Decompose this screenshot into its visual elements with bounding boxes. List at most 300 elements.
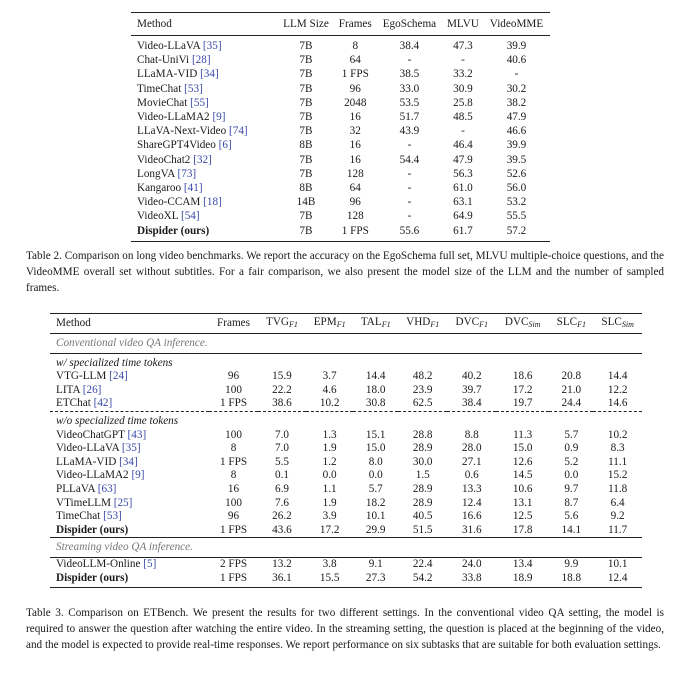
cell: 3.7 <box>322 370 337 383</box>
cell: 24.0 <box>461 557 482 570</box>
cell: 40.6 <box>506 54 527 67</box>
table-row <box>131 110 550 124</box>
cell: - <box>407 182 412 195</box>
cell: 8 <box>230 442 237 455</box>
cell: 39.7 <box>461 383 482 396</box>
cell: 5.6 <box>564 510 579 523</box>
cell: 54.2 <box>412 571 433 584</box>
cell: 39.9 <box>506 40 527 52</box>
col-header: Frames <box>338 17 372 30</box>
citation-link[interactable]: [54] <box>180 210 200 223</box>
citation-link[interactable]: [43] <box>127 428 147 441</box>
col-header: Method <box>137 17 172 30</box>
cell: 22.2 <box>272 383 292 396</box>
cell: 1 FPS <box>341 68 369 81</box>
cell: 24.4 <box>549 397 593 411</box>
citation-link[interactable]: [24] <box>109 370 128 383</box>
cell: 0.0 <box>368 469 383 482</box>
method-cell <box>131 209 277 223</box>
cell: 28.8 <box>412 428 433 441</box>
citation-link[interactable]: [32] <box>193 153 212 166</box>
cell: 5.7 <box>564 428 579 441</box>
cell: 15.1 <box>365 428 386 441</box>
method-cell <box>50 384 209 398</box>
cell: 38.4 <box>399 40 420 52</box>
cell: 18.2 <box>365 496 386 509</box>
cell: 1 FPS <box>209 397 258 411</box>
cell: 9.7 <box>564 482 579 495</box>
table-3-caption: Table 3. Comparison on ETBench. We present the results for two different settings. In the conventional video QA setting, the model is required to answer the question after watching the entire video. In the streaming setting, the question is placed at the beginning of the video, and the model is expected to provide real-time responses. We report performance on six subtasks that are suitable for both evaluation settings. <box>26 607 664 651</box>
cell: 63.1 <box>453 196 473 209</box>
method-name: Dispider (ours) <box>56 523 129 536</box>
table-row <box>131 82 550 96</box>
table-3-body <box>50 334 642 588</box>
cell: 128 <box>346 210 364 223</box>
table-row <box>131 167 550 181</box>
cell: 96 <box>227 510 240 523</box>
citation-link[interactable]: [5] <box>143 557 157 570</box>
citation-link[interactable]: [25] <box>113 496 133 509</box>
cell: 51.5 <box>398 524 448 538</box>
method-name: VTimeLLM <box>56 496 111 509</box>
citation-link[interactable]: [74] <box>229 125 248 138</box>
cell: 7B <box>299 40 313 52</box>
method-cell <box>50 483 209 497</box>
table-row <box>131 181 550 195</box>
cell: 64 <box>349 182 361 195</box>
method-cell <box>50 442 209 456</box>
cell: 13.2 <box>272 557 292 570</box>
col-header: $VHD_{F1}$ <box>406 315 440 329</box>
cell: 33.8 <box>461 571 482 584</box>
table-row <box>50 442 642 456</box>
cell: 1.3 <box>322 428 337 441</box>
cell: 56.0 <box>506 182 527 195</box>
cell: 0.0 <box>322 469 337 482</box>
cell: 17.2 <box>512 383 533 396</box>
citation-link[interactable]: [34] <box>119 455 138 468</box>
table-row <box>131 224 550 242</box>
cell: 23.9 <box>412 383 433 396</box>
col-header: $SLC_{F1}$ <box>556 315 587 329</box>
cell: 7.6 <box>274 496 289 509</box>
cell: 17.2 <box>306 524 354 538</box>
cell: 55.5 <box>506 210 527 223</box>
col-header: LLM Size <box>283 17 329 30</box>
section-heading-label: Streaming video QA inference. <box>50 538 642 558</box>
cell: 0.6 <box>464 469 479 482</box>
group-heading-label: w/o specialized time tokens <box>56 414 179 427</box>
method-name: Video-LLaVA <box>56 442 120 455</box>
table-row <box>131 124 550 138</box>
cell: 8B <box>299 182 313 195</box>
method-cell <box>131 53 277 67</box>
cell: 30.8 <box>353 397 397 411</box>
cell: 48.5 <box>453 111 473 124</box>
method-name: LLaMA-VID <box>56 455 117 468</box>
cell: 17.8 <box>496 524 549 538</box>
cell: 15.5 <box>319 571 340 584</box>
cell: 43.6 <box>258 524 306 538</box>
table-row <box>50 429 642 443</box>
citation-link[interactable]: [34] <box>200 68 219 81</box>
citation-link[interactable]: [41] <box>183 182 203 195</box>
table-3 <box>50 313 642 588</box>
cell: 52.6 <box>506 167 527 180</box>
table-row <box>131 96 550 110</box>
method-name: Video-LLaVA <box>137 40 201 52</box>
method-cell <box>131 124 277 138</box>
method-name: VideoXL <box>137 210 179 223</box>
cell: 1 FPS <box>209 524 258 538</box>
method-cell <box>50 572 209 588</box>
table-3-header <box>50 314 642 334</box>
citation-link[interactable]: [35] <box>202 40 222 52</box>
cell: 1.5 <box>415 469 430 482</box>
table-row <box>131 195 550 209</box>
cell: 10.2 <box>607 428 628 441</box>
cell: 27.1 <box>461 455 482 468</box>
citation-link[interactable]: [42] <box>93 397 113 410</box>
cell: 29.9 <box>353 524 397 538</box>
method-cell <box>131 36 277 54</box>
cell: 6.4 <box>610 496 625 509</box>
citation-link[interactable]: [53] <box>103 510 122 523</box>
method-name: TimeChat <box>137 82 182 95</box>
cell: 13.1 <box>512 496 533 509</box>
method-name: Video-LLaMA2 <box>137 111 210 124</box>
table-row <box>50 397 642 411</box>
table-2-caption: Table 2. Comparison on long video benchmarks. We report the accuracy on the EgoSchema full set, MLVU multiple-choice questions, and the VideoMME overall set without subtitles. For a fair comparison, we also present the model size of the LLM and the number of sampled frames. <box>26 250 664 294</box>
cell: 26.2 <box>272 510 292 523</box>
col-header: EgoSchema <box>382 17 437 30</box>
cell: 21.0 <box>561 383 582 396</box>
cell: - <box>407 54 412 67</box>
method-name: PLLaVA <box>56 482 95 495</box>
method-name: LongVA <box>137 167 175 180</box>
cell: 8 <box>230 469 237 482</box>
cell: 0.0 <box>564 469 579 482</box>
cell: 39.9 <box>506 139 527 152</box>
cell: 7B <box>299 210 313 223</box>
cell: 15.9 <box>272 370 292 383</box>
table-row <box>50 497 642 511</box>
method-cell <box>131 153 277 167</box>
cell: 15.2 <box>607 469 628 482</box>
section-heading-label: Conventional video QA inference. <box>50 334 642 354</box>
cell: 15.0 <box>512 442 533 455</box>
cell: 3.8 <box>322 557 337 570</box>
cell: 8 <box>352 40 359 52</box>
cell: 16 <box>227 482 240 495</box>
col-header: $TAL_{F1}$ <box>360 315 391 329</box>
method-cell <box>131 110 277 124</box>
cell: 32 <box>349 125 361 138</box>
col-header: $TVG_{F1}$ <box>266 315 298 329</box>
cell: 64 <box>349 54 361 67</box>
cell: 16 <box>349 153 361 166</box>
cell: 19.7 <box>496 397 549 411</box>
cell: 12.5 <box>512 510 533 523</box>
cell: 7B <box>299 153 313 166</box>
cell: 28.9 <box>412 482 433 495</box>
citation-link[interactable]: [53] <box>184 82 203 95</box>
method-name: LLaMA-VID <box>137 68 198 81</box>
cell: - <box>461 125 465 138</box>
cell: 7.0 <box>274 442 289 455</box>
citation-link[interactable]: [26] <box>82 383 102 396</box>
table-row <box>50 370 642 384</box>
cell: 20.8 <box>561 370 582 383</box>
table-row <box>131 53 550 67</box>
cell: 31.6 <box>447 524 496 538</box>
citation-link[interactable]: [9] <box>131 469 145 482</box>
cell: 38.6 <box>258 397 306 411</box>
method-cell <box>131 167 277 181</box>
cell: 1 FPS <box>219 455 248 468</box>
cell: 0.1 <box>274 469 289 482</box>
section-heading <box>50 334 642 354</box>
cell: - <box>407 196 412 209</box>
cell: 55.6 <box>399 224 420 237</box>
cell: 27.3 <box>365 571 386 584</box>
cell: 48.2 <box>412 370 433 383</box>
cell: 14.1 <box>549 524 593 538</box>
method-cell <box>131 138 277 152</box>
col-header: $DVC_{F1}$ <box>455 315 489 329</box>
table-row <box>131 138 550 152</box>
cell: 2 FPS <box>219 557 248 570</box>
cell: 7.0 <box>274 428 289 441</box>
cell: 18.6 <box>512 370 533 383</box>
cell: 8.3 <box>610 442 625 455</box>
cell: 47.9 <box>506 111 527 124</box>
cell: 6.9 <box>274 482 289 495</box>
cell: 8.0 <box>368 455 383 468</box>
method-cell <box>50 456 209 470</box>
method-name: VideoChat2 <box>137 153 191 166</box>
cell: 9.2 <box>610 510 625 523</box>
citation-link[interactable]: [35] <box>121 442 141 455</box>
method-cell <box>131 67 277 81</box>
cell: 4.6 <box>322 383 337 396</box>
method-name: LITA <box>56 383 80 396</box>
cell: 12.4 <box>607 571 628 584</box>
cell: 2048 <box>344 96 367 109</box>
citation-link[interactable]: [9] <box>212 111 226 124</box>
cell: 9.1 <box>368 557 383 570</box>
citation-link[interactable]: [6] <box>218 139 232 152</box>
col-header: $SLC_{Sim}$ <box>601 315 634 329</box>
method-name: VideoChatGPT <box>56 428 125 441</box>
cell: 38.2 <box>506 96 527 109</box>
cell: 7B <box>299 111 313 124</box>
cell: 7B <box>299 224 313 237</box>
cell: 12.2 <box>607 383 628 396</box>
cell: 1.9 <box>322 496 337 509</box>
cell: 18.0 <box>365 383 386 396</box>
method-name: LLaVA-Next-Video <box>137 125 227 138</box>
method-name: ETChat <box>56 397 91 410</box>
cell: 14.4 <box>365 370 386 383</box>
cell: 100 <box>225 496 242 509</box>
cell: 53.2 <box>506 196 527 209</box>
cell: 54.4 <box>399 153 420 166</box>
cell: 0.9 <box>564 442 579 455</box>
method-name: Dispider (ours) <box>56 571 129 584</box>
cell: 43.9 <box>399 125 420 138</box>
method-name: Kangaroo <box>137 182 182 195</box>
cell: 51.7 <box>399 111 420 124</box>
table-row <box>50 572 642 588</box>
table-2-header <box>131 13 550 36</box>
method-name: Chat-UniVi <box>137 54 190 67</box>
group-heading <box>50 353 642 370</box>
group-heading-label: w/ specialized time tokens <box>56 356 173 369</box>
cell: 5.2 <box>564 455 579 468</box>
cell: 39.5 <box>506 153 527 166</box>
cell: 1.9 <box>322 442 337 455</box>
col-header: Frames <box>217 316 250 329</box>
cell: 1.2 <box>322 455 337 468</box>
col-header: MLVU <box>446 17 479 30</box>
cell: 61.0 <box>453 182 473 195</box>
cell: 14.5 <box>512 469 533 482</box>
cell: 7B <box>299 125 313 138</box>
citation-link[interactable]: [18] <box>203 196 222 209</box>
cell: 1 FPS <box>219 571 248 584</box>
cell: 7B <box>299 82 313 95</box>
cell: 30.0 <box>412 455 433 468</box>
cell: 13.3 <box>461 482 482 495</box>
method-cell <box>131 96 277 110</box>
cell: 100 <box>225 428 242 441</box>
cell: 16 <box>349 111 361 124</box>
cell: 61.7 <box>453 224 473 237</box>
table-row <box>50 557 642 571</box>
cell: 28.0 <box>461 442 482 455</box>
method-name: MovieChat <box>137 96 188 109</box>
cell: 1 FPS <box>341 224 369 237</box>
group-heading <box>50 411 642 428</box>
table-row <box>131 209 550 223</box>
cell: 96 <box>349 82 361 95</box>
method-cell <box>50 557 209 571</box>
cell: 38.4 <box>447 397 496 411</box>
cell: 47.9 <box>453 153 473 166</box>
cell: 40.2 <box>461 370 482 383</box>
cell: 30.9 <box>453 82 473 95</box>
citation-link[interactable]: [73] <box>177 167 197 180</box>
table-row <box>50 456 642 470</box>
cell: 10.2 <box>306 397 354 411</box>
cell: - <box>407 139 412 152</box>
cell: 11.1 <box>608 455 628 468</box>
table-row <box>50 469 642 483</box>
cell: 22.4 <box>412 557 433 570</box>
cell: 8.8 <box>464 428 479 441</box>
cell: 46.4 <box>453 139 473 152</box>
col-header: VideoMME <box>489 17 544 30</box>
cell: 14.6 <box>593 397 642 411</box>
citation-link[interactable]: [55] <box>190 96 209 109</box>
cell: 100 <box>225 383 242 396</box>
cell: 64.9 <box>453 210 473 223</box>
cell: 40.5 <box>412 510 433 523</box>
table-2-body <box>131 36 550 242</box>
cell: 11.3 <box>513 428 533 441</box>
cell: 96 <box>227 370 240 383</box>
cell: 47.3 <box>453 40 473 52</box>
cell: - <box>461 54 465 67</box>
method-name: TimeChat <box>56 510 101 523</box>
cell: 12.6 <box>512 455 533 468</box>
cell: 96 <box>349 196 361 209</box>
cell: 3.9 <box>322 510 337 523</box>
cell: 11.7 <box>593 524 642 538</box>
cell: 13.4 <box>512 557 533 570</box>
method-name: VideoLLM-Online <box>56 557 141 570</box>
cell: 18.8 <box>561 571 582 584</box>
col-header: $DVC_{Sim}$ <box>504 315 541 329</box>
method-cell <box>131 181 277 195</box>
cell: 1.1 <box>322 482 337 495</box>
section-heading <box>50 538 642 558</box>
cell: 10.1 <box>365 510 386 523</box>
cell: 11.8 <box>608 482 628 495</box>
method-cell <box>131 82 277 96</box>
method-cell <box>50 510 209 524</box>
cell: 14B <box>296 196 316 209</box>
cell: 128 <box>346 167 364 180</box>
cell: 53.5 <box>399 96 420 109</box>
cell: 46.6 <box>506 125 527 138</box>
citation-link[interactable]: [28] <box>191 54 211 67</box>
cell: 33.0 <box>399 82 420 95</box>
table-row <box>50 483 642 497</box>
method-name: Video-CCAM <box>137 196 201 209</box>
citation-link[interactable]: [63] <box>97 482 117 495</box>
table-row <box>131 153 550 167</box>
col-header: Method <box>56 316 91 329</box>
cell: 12.4 <box>461 496 482 509</box>
cell: 56.3 <box>453 167 473 180</box>
cell: 28.9 <box>412 442 433 455</box>
cell: 7B <box>299 68 313 81</box>
method-cell <box>50 370 209 384</box>
method-name: Video-LLaMA2 <box>56 469 129 482</box>
method-cell <box>50 469 209 483</box>
table-2 <box>131 12 550 242</box>
table-row <box>131 67 550 81</box>
cell: 25.8 <box>453 96 473 109</box>
method-cell <box>131 224 277 242</box>
table-row <box>131 36 550 54</box>
table-row <box>50 384 642 398</box>
cell: 57.2 <box>506 224 527 237</box>
method-cell <box>131 195 277 209</box>
cell: 10.6 <box>512 482 533 495</box>
cell: 36.1 <box>272 571 292 584</box>
cell: 33.2 <box>453 68 473 81</box>
cell: 38.5 <box>399 68 420 81</box>
cell: 28.9 <box>412 496 433 509</box>
col-header: $EPM_{F1}$ <box>313 315 346 329</box>
method-name: Dispider (ours) <box>137 224 210 237</box>
cell: 9.9 <box>564 557 579 570</box>
method-cell <box>50 524 209 538</box>
method-cell <box>50 429 209 443</box>
